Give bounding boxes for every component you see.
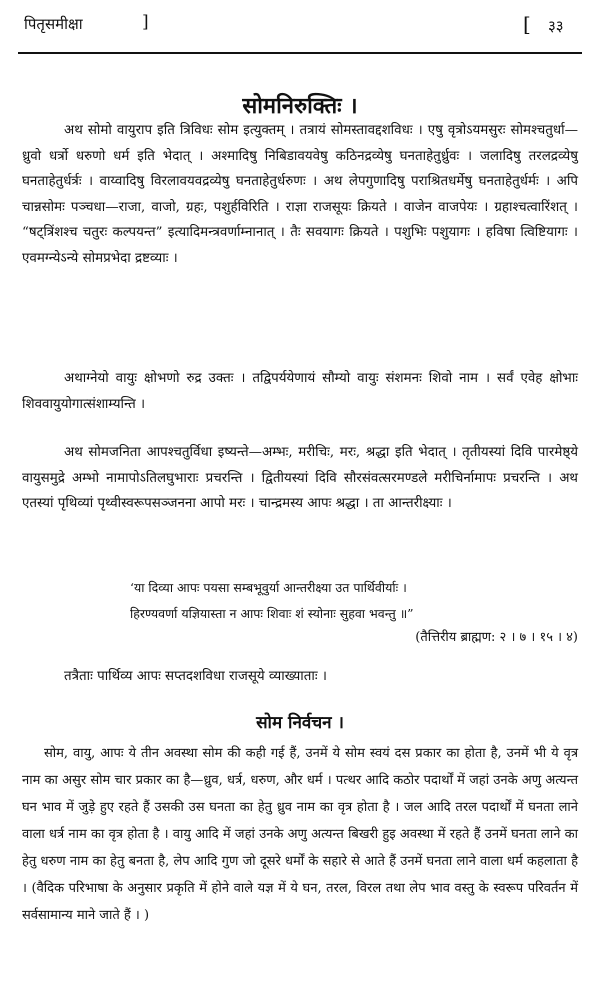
header-rule [18, 52, 582, 54]
quote-line-2: हिरण्यवर्णा यज्ञियास्ता न आपः शिवाः शं स्योनाः सुहवा भवन्तु ॥” [130, 606, 414, 621]
quote-line-1: ‘या दिव्या आपः पयसा सम्बभूवुर्या आन्तरीक्ष्या उत पार्थिवीर्याः । [130, 580, 407, 595]
section-title-soma-nirvachan: सोम निर्वचन । [256, 713, 344, 733]
section-title-somanirukti: सोमनिरुक्तिः । [242, 93, 358, 119]
paragraph-3: अथ सोमजनिता आपश्चतुर्विधा इष्यन्ते—अम्भः, मरीचिः, मरः, श्रद्धा इति भेदात् । तृतीयस्यां दिवि पारमेष्ठ्ये वायुसमुद्रे अम्भो नामापोऽतिलघुभाराः प्रचरन्ति । द्वितीयस्यां दिवि सौरसंवत्सरमण्डले मरीचिर्नामापः प्रचरन्ति । अथ एतस्यां पृथिव्यां पृथ्वीस्वरूपसञ्जनना आपो मरः । चान्द्रमस्य आपः श्रद्धा । ता आन्तरीक्ष्याः । [22, 445, 578, 511]
header-bracket-left: ] [142, 12, 149, 32]
page-number: ३३ [548, 17, 564, 35]
running-title: पितृसमीक्षा [24, 15, 83, 33]
paragraph-4: तत्रैताः पार्थिव्य आपः सप्तदशविधा राजसूये व्याख्याताः । [64, 669, 327, 684]
citation: (तैत्तिरीय ब्राह्मण: २ । ७ । १५ । ४) [415, 630, 578, 645]
hindi-paragraph: सोम, वायु, आपः ये तीन अवस्था सोम की कही गई हैं, उनमें ये सोम स्वयं दस प्रकार का होता है, उनमें भी ये वृत्र नाम का असुर सोम चार प्रकार का है—ध्रुव, धर्त्र, धरुण, और धर्म । पत्थर आदि कठोर पदार्थों में जहां उनके अणु अत्यन्त घन भाव में जुड़े हुए रहते हैं उसकी उस घनता का हेतु ध्रुव नाम का वृत्र होता है । जल आदि तरल पदार्थों में घनता लाने वाला धर्त्र नाम का वृत्र होता है । वायु आदि में जहां उनके अणु अत्यन्त बिखरी हुइ अवस्था में रहते हैं उनमें घनता लाने का हेतु धरुण नाम का हेतु बनता है, लेप आदि गुण जो दूसरे धर्मों के सहारे से आते हैं उनमें घनता लाने वाला धर्म कहलाता है । (वैदिक परिभाषा के अनुसार प्रकृति में होने वाले यज्ञ में ये घन, तरल, विरल तथा लेप भाव वस्तु के स्वरूप परिवर्तन में सर्वसामान्य माने जाते हैं । ) [22, 746, 578, 923]
paragraph-2: अथाग्नेयो वायुः क्षोभणो रुद्र उक्तः । तद्विपर्ययेणायं सौम्यो वायुः संशमनः शिवो नाम । सर्वं एवेह क्षोभाः शिववायुयोगात्संशाम्यन्ति । [22, 371, 578, 412]
header-bracket-right: [ [523, 12, 531, 36]
paragraph-1: अथ सोमो वायुराप इति त्रिविधः सोम इत्युक्तम् । तत्रायं सोमस्तावद्दशविधः । एषु वृत्रोऽयमसुरः सोमश्चतुर्धा—ध्रुवो धर्त्रो धरुणो धर्म इति भेदात् । अश्मादिषु निबिडावयवेषु कठिनद्रव्येषु घनताहेतुर्ध्रुवः । जलादिषु तरलद्रव्येषु घनताहेतुर्धर्त्रः । वाय्वादिषु विरलावयवद्रव्येषु घनताहेतुर्धरुणः । अथ लेपगुणादिषु पराश्रितधर्मेषु घनताहेतुर्धर्मः । अपि चान्नसोमः पञ्चधा—राजा, वाजो, ग्रहः, पशुर्हविरिति । राज्ञा राजसूयः क्रियते । वाजेन वाजपेयः । ग्रहाश्चत्वारिंशत् । “षट्त्रिंशश्च चतुरः कल्पयन्त” इत्यादिमन्त्रवर्णाम्नानात् । तैः सवयागः क्रियते । पशुभिः पशुयागः । हविषा त्विष्टियागः । एवमग्न्येऽन्ये सोमप्रभेदा द्रष्टव्याः । [22, 123, 578, 266]
